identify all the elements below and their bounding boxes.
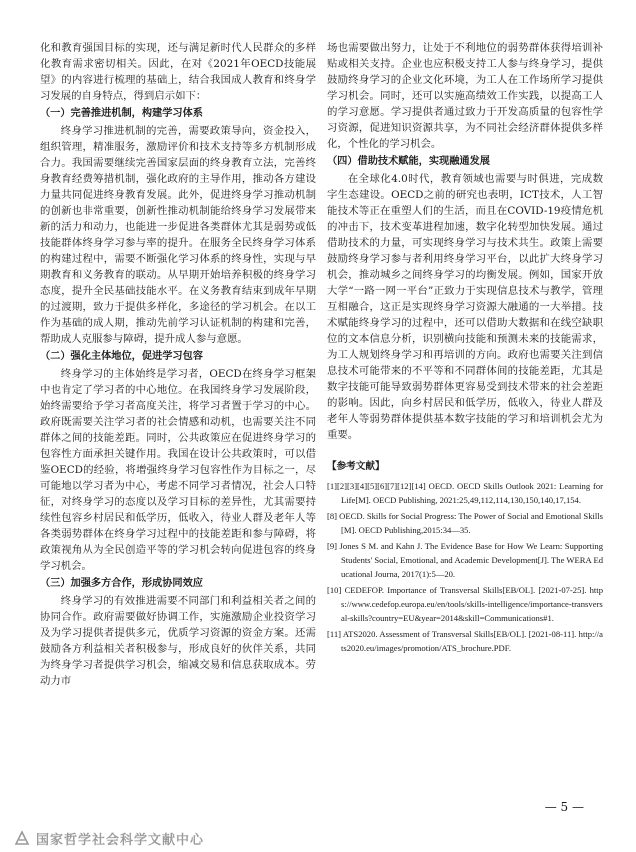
references-title: 【参考文献】 [327, 461, 385, 472]
reference-item: [1][2][3][4][5][6][7][12][14] OECD. OECD Skills Outlook 2021: Learning for Life[M]. OECD Publishing, 2021:25,49,112,114,130,150,140,17,154. [327, 481, 603, 505]
paragraph: 化和教育强国目标的实现，还与满足新时代人民群众的多样化教育需求密切相关。因此，在对《2021年OECD技能展望》的内容进行梳理的基础上，结合我国成人教育和终身学习发展的自身特点，得到启示如下： [40, 42, 316, 102]
reference-item: [9] Jones S M. and Kahn J. The Evidence Base for How We Learn: Supporting Students' Social, Emotional, and Academic Development[J]. The WERA Educational Journa, 2017(1):5—20. [327, 541, 603, 579]
paragraph: 终身学习推进机制的完善，需要政策导向，资金投入，组织管理，精准服务，激励评价和技术支持等多方机制形成合力。我国需要继续完善国家层面的终身教育立法，完善终身教育经费筹措机制，强化政府的主导作用，推动各方建设力量共同促进终身教育发展。此外，促进终身学习推动机制的创新也非常重要，创新性推动机制能给终身学习发展带来新的活力和动力，也能进一步促进各类群体尤其是弱势或低技能群体终身学习参与率的提升。在服务全民终身学习体系的构建过程中，需要不断强化学习体系的终身性，实现与早期教育和义务教育的联动。从早期开始培养积极的终身学习态度，提升全民基础技能水平。在义务教育结束到成年早期的过渡期，致力于提供多样化，多途径的学习机会。在以工作为基础的成人期，推动先前学习认证机制的构建和完善，帮助成人克服参与障碍，提升成人参与意愿。 [40, 125, 316, 345]
reference-item: [11] ATS2020. Assessment of Transversal Skills[EB/OL]. [2021-08-11]. http://ats2020.eu/images/promotion/ATS_brochure.PDF. [327, 629, 603, 653]
paragraph: 场也需要做出努力，让处于不利地位的弱势群体获得培训补贴或相关支持。企业也应积极支持工人参与终身学习，提供鼓励终身学习的企业文化环境，为工人在工作场所学习提供学习机会。同时，还可以实施高绩效工作实践，以提高工人的学习意愿。学习提供者通过致力于开发高质量的包容性学习资源，促进知识资源共享，为不同社会经济群体提供多样化，个性化的学习机会。 [327, 42, 603, 150]
reference-item: [10] CEDEFOP. Importance of Transversal Skills[EB/OL]. [2021-07-25]. https://www.cedefop.europa.eu/en/tools/skills-intelligence/importance-transversal-skills?country=EU&year=2014&skill=Communications#1. [327, 585, 603, 623]
paragraph: 在全球化4.0时代，教育领域也需要与时俱进，完成数字生态建设。OECD之前的研究也表明，ICT技术，人工智能技术等正在重塑人们的生活，而且在COVID-19疫情危机的冲击下，技术变革进程加速，数字化转型加快发展。通过借助技术的力量，可实现终身学习与技术共生。政策上需要鼓励终身学习参与者利用终身学习平台，以此扩大终身学习机会，推动城乡之间终身学习的均衡发展。例如，国家开放大学“一路一网一平台”正致力于实现信息技术与教学，管理互相融合，这正是实现终身学习资源大融通的一大举措。技术赋能终身学习的过程中，还可以借助大数据和在线空缺职位的文本信息分析，识别横向技能和预测未来的技能需求，为工人规划终身学习和再培训的方向。政府也需要关注到信息技术可能带来的不平等和不同群体间的技能差距，尤其是数字技能可能导致弱势群体更容易受到技术带来的社会差距的影响。因此，向乡村居民和低学历，低收入，待业人群及老年人等弱势群体提供基本数字技能的学习和培训机会尤为重要。 [327, 173, 603, 441]
right-column [327, 40, 603, 657]
footer-watermark [0, 824, 636, 852]
nssd-logo-icon [14, 830, 30, 846]
paragraph: 终身学习的有效推进需要不同部门和利益相关者之间的协同合作。政府需要做好协调工作，实施激励企业投资学习及为学习提供者提供多元，优质学习资源的资金方案。还需鼓励各方利益相关者积极参与，形成良好的伙伴关系，共同为终身学习者提供学习机会，缩减交易和信息获取成本。劳动力市 [40, 595, 316, 687]
reference-item: [8] OECD. Skills for Social Progress: The Power of Social and Emotional Skills[M]. OECD Publishing,2015:34—35. [327, 511, 604, 535]
page-number: — 5 — [544, 800, 584, 814]
watermark-text: 国家哲学社会科学文献中心 [36, 832, 205, 848]
left-column [40, 40, 316, 689]
section-heading: （二）强化主体地位，促进学习包容 [40, 351, 203, 362]
section-heading: （三）加强多方合作，形成协同效应 [40, 578, 203, 589]
paragraph: 终身学习的主体始终是学习者，OECD在终身学习框架中也肯定了学习者的中心地位。在我国终身学习发展阶段，始终需要给予学习者高度关注，将学习者置于学习的中心。政府既需要关注学习者的社会情感和动机，也需要关注不同群体之间的技能差距。同时，公共政策应在促进终身学习的包容性方面承担关键作用。我国在设计公共政策时，可以借鉴OECD的经验，将增强终身学习包容性作为目标之一，尽可能地以学习者为中心，考虑不同学习者情况，社会人口特征，对终身学习的态度以及学习目标的差异性，尤其需要持续性包容乡村居民和低学历，低收入，待业人群及老年人等各类弱势群体在终身学习过程中的技能差距和参与障碍，将政策视角从为全民创造平等的学习机会转向促进包容的终身学习机会。 [40, 368, 316, 572]
section-heading: （一）完善推进机制，构建学习体系 [40, 108, 203, 119]
references-list [327, 479, 603, 655]
section-heading: （四）借助技术赋能，实现融通发展 [327, 156, 490, 167]
